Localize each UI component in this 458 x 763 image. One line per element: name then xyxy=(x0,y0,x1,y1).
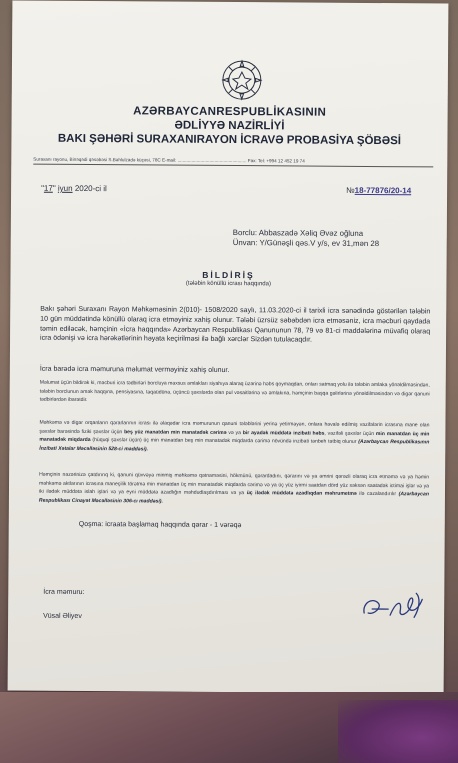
officer-name: Vüsal Əliyev xyxy=(43,612,82,620)
document-subtitle: (tələbin könüllü icrası haqqında) xyxy=(185,280,271,288)
recipient-debtor: Borclu: Abbaszadə Xəliq Əvəz oğluna xyxy=(232,228,364,238)
date-year: 2020-ci il xyxy=(74,183,107,194)
attachment-note: Qoşma: icraata başlamaq haqqında qərar - 1 vərəqə xyxy=(78,520,242,530)
document-title: BİLDİRİŞ xyxy=(202,269,255,281)
date-day: 17 xyxy=(43,183,53,193)
header-department: BAKI ŞƏHƏRİ SURAXANIRAYON İCRAVƏ PROBASİYA ŞÖBƏSİ xyxy=(57,132,402,148)
recipient-address: Ünvan: Y/Günəşli qəs.V y/s, ev 31,mən 28 xyxy=(232,238,380,249)
body-paragraph-1: Bakı şəhəri Suraxanı Rayon Məhkəməsinin 2(010)- 1508/2020 saylı, 11.03.2020-ci il tarixli icra sənədində göstərilən tələbin 10 gün müddətində könüllü olaraq icra etməyiniz xahiş olunur. Tələbi üzrsüz səbəbdən icra etməsəniz, icra məcburi qaydada təmin ediləcək, həmçinin «İcra haqqında» Azərbaycan Respublikası Qanununun 78, 79 və 81-ci maddələrinə müvafiq olaraq icra ödənişi və icra hərəkətlərinin həyata keçirilməsi ilə bağlı xərclər Sizdən tutulacaqdır. xyxy=(40,305,431,344)
officer-role: İcra məmuru: xyxy=(43,588,85,597)
signature-icon xyxy=(358,589,428,623)
body-penalty-paragraph: Məhkəmə və digər orqanların qərarlarının icrası ilə əlaqədar icra məmurunun qanuni tələblərini yerinə yetirməyən, onlara həvalə edilmiş vəzifələrin icrasına mane olan şəxslər barəsində fiziki şəxslər üçün beş yüz manatdan min manatadək cərimə və ya bir ayadək müddətə inzibati həbs, vəzifəli şəxslər üçün min manatdan üç min manatadək miqdarda (hüquqi şəxslər üçün) üç min manatdan beş min manatadək miqdarda cərimə növündə inzibati tənbeh tətbiq olunur (Azərbaycan Respublikasının İnzibati Xətalar Məcəlləsinin 528-ci maddəsi). xyxy=(39,419,430,453)
header-country: AZƏRBAYCANRESPUBLİKASININ xyxy=(133,105,327,119)
reference-number: №18-77876/20-14 xyxy=(346,185,412,196)
header-ministry: ƏDLİYYƏ NAZİRLİYİ xyxy=(174,119,285,133)
body-paragraph-2: İcra barədə icra məmuruna məlumat verməyiniz xahiş olunur. xyxy=(39,365,230,375)
body-info-paragraph: Məlumat üçün bildirək ki, məcburi icra tədbirləri borcluya məxsus əmlakları siyahıya alaraq üzərinə həbs qoymaqdan, onları satmaq yolu ilə tələbin əmlaka yönəldilməsindən, tələbin borclunun əmək haqqına, pensiyasına, təqaüdünə, üçüncü şəxslərdə olan pul vəsaitlərinə və əmlakına, həmçinin başqa gəlirlərinə yönəldilməsindən və digər qanuni tədbirlərdən ibarətdir. xyxy=(39,379,430,404)
reference-number-value: 18-77876/20-14 xyxy=(354,185,412,196)
state-emblem-icon xyxy=(220,58,264,102)
contact-address: Suraxanı rayonu, Binəqədi qəsəbəsi S.Bəhlulzadə küçəsi, 78C E-mail: ...................................................... Fax: Tel: +994 12 452 19 74 xyxy=(33,157,433,168)
body-criminal-paragraph: Həmçinin nəzərinizə çatdırırıq ki, qanuni qüvvəyə minmiş məhkəmə qətnaməsini, hökmünü, qərardadını, qərarını və ya əmrini qərəzli olaraq icra etməmə və ya həmin məhkəmə aktlarının icrasına maneçilik törətmə min manatdan üç min manatadək miqdarda cərimə və ya üç yüz iyirmi saatdan dörd yüz səksən saatadək ictimai işlər və ya iki ilədək müddətə islah işləri və ya eyni müddətə azadlığın məhdudlaşdırılması və ya üç ilədək müddətə azadlıqdan məhrumetmə ilə cəzalandırılır (Azərbaycan Respublikası Cinayət Məcəlləsinin 306-cı maddəsi). xyxy=(38,471,430,505)
date-month: iyun xyxy=(57,183,73,193)
notice-document xyxy=(8,0,449,693)
fabric-background xyxy=(338,700,458,763)
issue-date: "17" iyun 2020-ci il xyxy=(41,183,107,194)
